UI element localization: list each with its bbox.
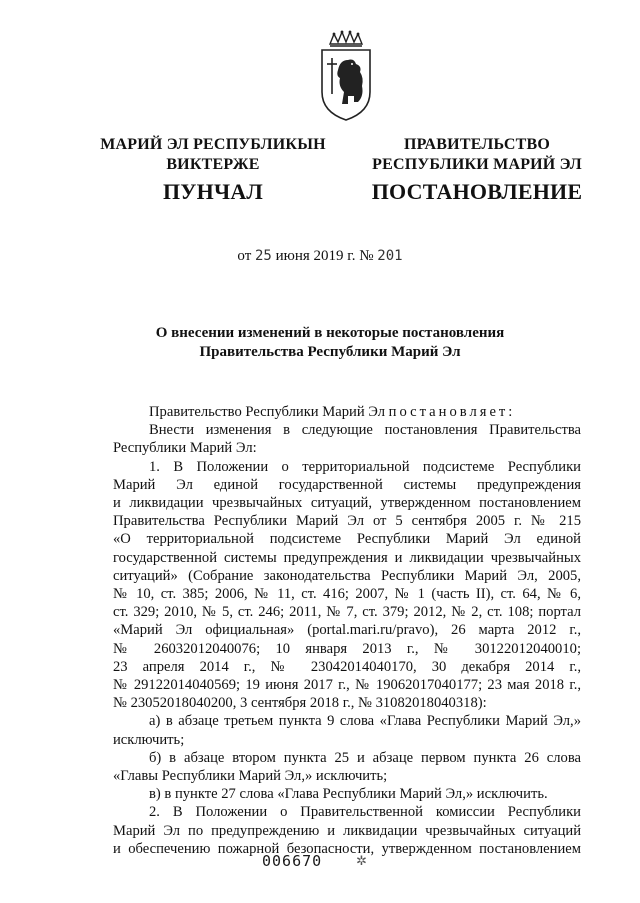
stamp-mark-icon: ✲ — [356, 853, 367, 868]
header-left-line1: МАРИЙ ЭЛ РЕСПУБЛИКЫН — [100, 136, 326, 153]
body-line: Правительства Республики Марий Эл от 5 сентября 2005 г. № 215 — [113, 513, 581, 530]
body-line: № 26032012040076; 10 января 2013 г., № 30122012040010; — [113, 640, 581, 657]
header-left-line2: ВИКТЕРЖЕ — [166, 156, 260, 173]
serial-number-stamp: 006670 — [262, 852, 323, 870]
date-prefix: от — [237, 248, 252, 264]
body-line: государственной системы предупреждения и ликвидации чрезвычайных — [113, 549, 581, 566]
body-line: № 29122014040569; 19 июня 2017 г., № 19062017040177; 23 мая 2018 г., — [113, 677, 581, 694]
header-right-doc-type: ПОСТАНОВЛЕНИЕ — [371, 179, 583, 204]
body-line: «Марий Эл официальная» (portal.mari.ru/pravo), 26 марта 2012 г., — [113, 622, 581, 639]
document-title-line2: Правительства Республики Марий Эл — [199, 344, 461, 360]
body-line: «О территориальной подсистеме Республики Марий Эл единой — [113, 531, 581, 548]
header-left-doc-type: ПУНЧАЛ — [163, 179, 263, 204]
body-line: а) в абзаце третьем пункта 9 слова «Глава Республики Марий Эл,» — [149, 713, 581, 730]
body-line: Внести изменения в следующие постановления Правительства — [149, 422, 581, 439]
date-day: 25 — [255, 248, 272, 264]
date-line — [0, 248, 640, 265]
body-line: 23 апреля 2014 г., № 23042014040170, 30 декабря 2014 г., — [113, 658, 581, 675]
document-number: 201 — [377, 248, 403, 264]
body-line: б) в абзаце втором пункта 25 и абзаце первом пункта 26 слова — [149, 749, 581, 766]
header-right-line2: РЕСПУБЛИКИ МАРИЙ ЭЛ — [372, 156, 582, 173]
body-line: «Главы Республики Марий Эл,» исключить; — [113, 768, 388, 785]
date-month-year: июня 2019 г. № — [275, 248, 374, 264]
body-line: № 10, ст. 385; 2006, № 11, ст. 416; 2007, № 1 (часть II), ст. 64, № 6, — [113, 586, 581, 603]
body-line: исключить; — [113, 731, 185, 748]
body-line: № 23052018040200, 3 сентября 2018 г., № 31082018040318): — [113, 695, 487, 712]
body-line: и ликвидации чрезвычайных ситуаций, утвержденном постановлением — [113, 495, 581, 512]
body-line: Марий Эл единой государственной системы предупреждения — [113, 476, 581, 493]
body-line: 2. В Положении о Правительственной комиссии Республики — [149, 804, 581, 821]
body-text-fragment: Правительство Республики Марий Эл — [149, 404, 389, 420]
body-line: в) в пункте 27 слова «Глава Республики Марий Эл,» исключить. — [149, 786, 548, 803]
coat-of-arms-icon — [316, 30, 376, 122]
header-left-block — [88, 136, 338, 216]
document-body — [113, 403, 581, 858]
document-title-line1: О внесении изменений в некоторые постановления — [155, 325, 505, 341]
body-line: Республики Марий Эл: — [113, 440, 257, 457]
body-line: Марий Эл по предупреждению и ликвидации чрезвычайных ситуаций — [113, 822, 581, 839]
body-line: и обеспечению пожарной безопасности, утвержденном постановлением — [113, 840, 581, 857]
header-right-block — [352, 136, 602, 216]
header-right-line1: ПРАВИТЕЛЬСТВО — [403, 136, 551, 153]
body-line: ст. 329; 2010, № 5, ст. 246; 2011, № 7, ст. 379; 2012, № 2, ст. 108; портал — [113, 604, 581, 621]
body-line: 1. В Положении о территориальной подсистеме Республики — [149, 458, 581, 475]
body-line — [113, 403, 581, 421]
body-text-fragment: постановляет: — [388, 404, 516, 420]
body-line: ситуаций» (Собрание законодательства Республики Марий Эл, 2005, — [113, 567, 581, 584]
